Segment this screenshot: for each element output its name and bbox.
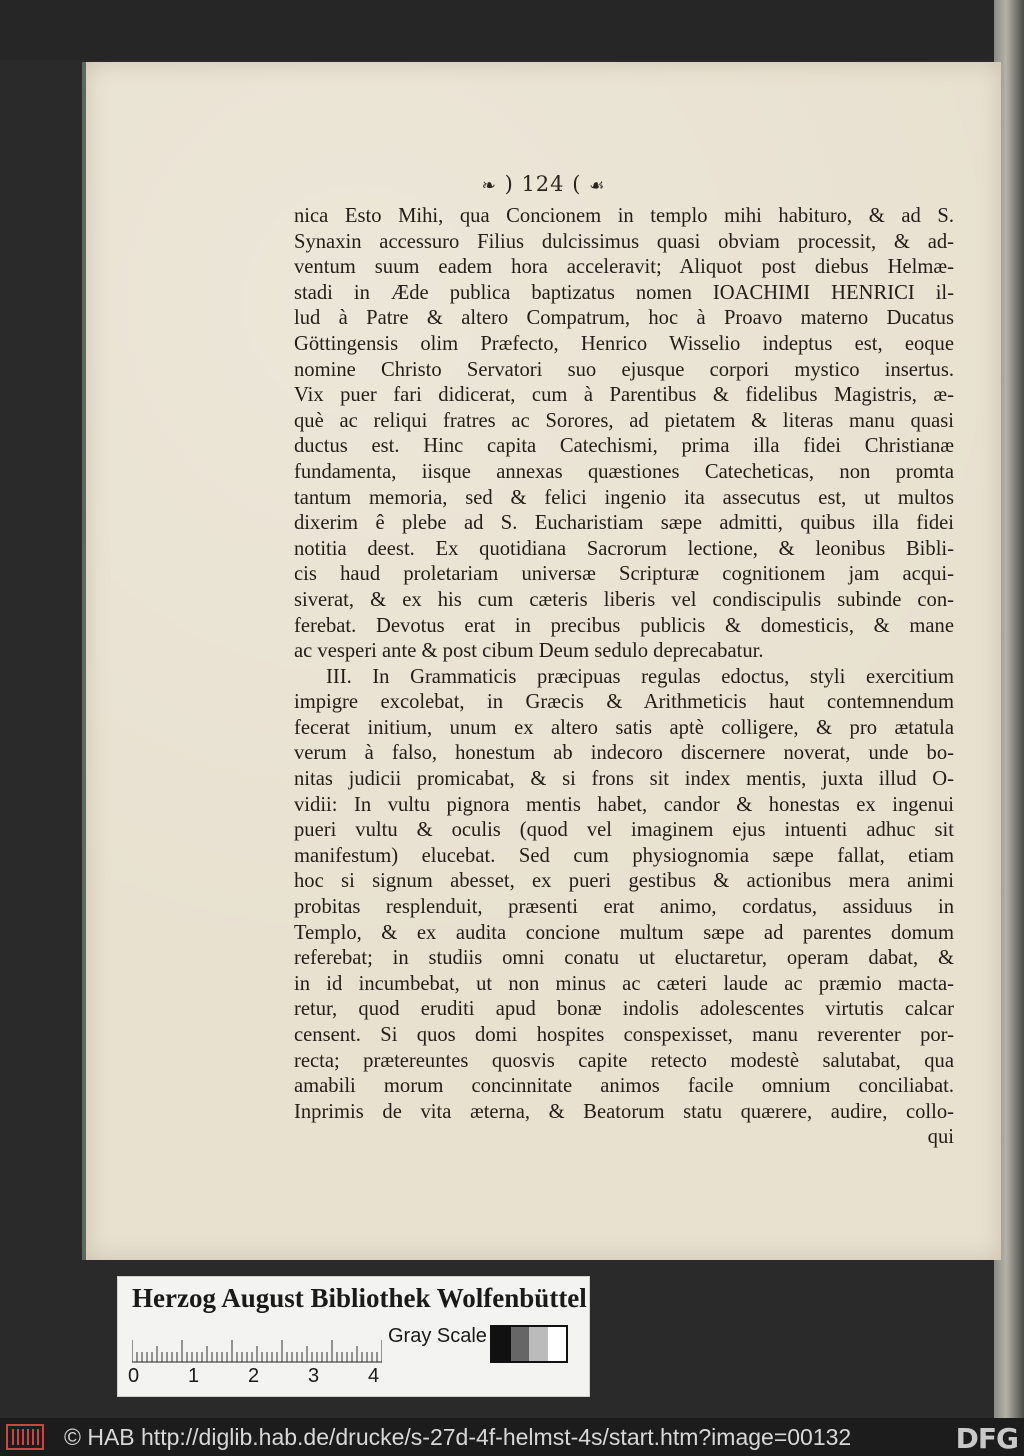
hab-logo-icon <box>6 1424 44 1450</box>
text-line: amabili morum concinnitate animos facile omnium conciliabat. <box>294 1075 954 1098</box>
footer-bar <box>0 1418 1024 1456</box>
ruler-number: 0 <box>128 1365 140 1387</box>
text-line: fundamenta, iisque annexas quæstiones Catecheticas, non promta <box>294 460 954 483</box>
text-line: tantum memoria, sed & felici ingenio ita assecutus est, ut multos <box>294 486 954 509</box>
ruler <box>132 1327 382 1363</box>
text-line: in id incumbebat, ut non minus ac cæteri laude ac præmio macta- <box>294 972 954 995</box>
text-line: cis haud proletariam universæ Scripturæ cognitionem jam acqui- <box>294 563 954 586</box>
scan-background <box>0 0 1024 60</box>
text-line: qui <box>927 1126 954 1149</box>
text-line: nitas judicii promicabat, & si frons sit index mentis, juxta illud O- <box>294 768 954 791</box>
gray-scale-label: Gray Scale <box>388 1325 487 1347</box>
library-label <box>117 1276 590 1397</box>
text-line: censent. Si quos domi hospites conspexisset, manu reverenter por- <box>294 1024 954 1046</box>
header-ornament-left: ❧ <box>481 176 497 196</box>
text-line: nomine Christo Servatori suo ejusque corpori mystico insertus. <box>294 358 954 381</box>
text-line: dixerim ê plebe ad S. Eucharistiam sæpe admitti, quibus illa fidei <box>294 512 954 535</box>
text-line: probitas resplenduit, præsenti erat animo, cordatus, assiduus in <box>294 896 954 919</box>
text-line: què ac reliqui fratres ac Sorores, ad pietatem & literas manu quasi <box>294 409 954 432</box>
book-page <box>82 62 1001 1260</box>
text-line: Inprimis de vita æterna, & Beatorum statu quærere, audire, collo- <box>294 1100 954 1123</box>
text-line: impigre excolebat, in Græcis & Arithmeticis haut contemnendum <box>294 691 954 714</box>
ruler-number: 1 <box>188 1365 200 1387</box>
text-line: verum à falso, honestum ab indecoro discernere noverat, unde bo- <box>294 742 954 765</box>
text-line: Göttingensis olim Præfecto, Henrico Wisselio indeptus est, eoque <box>294 332 954 355</box>
page-body-text <box>294 204 954 1151</box>
text-line: vidii: In vultu pignora mentis habet, candor & honestas ex ingenui <box>294 793 954 816</box>
text-line: ventum suum eadem hora acceleravit; Aliquot post diebus Helmæ- <box>294 256 954 279</box>
page-number: ) 124 ( <box>504 172 582 196</box>
text-line: siverat, & ex his cum cæteris liberis vel condiscipulis subinde con- <box>294 588 954 611</box>
source-url[interactable]: © HAB http://diglib.hab.de/drucke/s-27d-4f-helmst-4s/start.htm?image=00132 <box>64 1424 852 1450</box>
text-line: notitia deest. Ex quotidiana Sacrorum lectione, & leonibus Bibli- <box>294 537 954 560</box>
text-line: Templo, & ex audita concione multum sæpe ad parentes domum <box>294 921 954 944</box>
dfg-logo: DFG <box>955 1422 1018 1455</box>
text-line: retur, quod eruditi apud bonæ indolis adolescentes virtutis calcar <box>294 998 954 1021</box>
text-line: nica Esto Mihi, qua Concionem in templo mihi habituro, & ad S. <box>294 205 954 227</box>
header-ornament-right: ☙ <box>589 176 606 196</box>
text-line: hoc si signum abesset, ex pueri gestibus & actionibus mera animi <box>294 870 954 893</box>
text-line: ferebat. Devotus erat in precibus publicis & domesticis, & mane <box>294 614 954 637</box>
text-line: ac vesperi ante & post cibum Deum sedulo deprecabatur. <box>294 640 764 663</box>
text-line: Synaxin accessuro Filius dulcissimus quasi obviam processit, & ad- <box>294 230 954 253</box>
gray-scale-swatch <box>490 1325 568 1363</box>
library-name: Herzog August Bibliothek Wolfenbüttel <box>132 1283 587 1313</box>
text-line: ductus est. Hinc capita Catechismi, prima illa fidei Christianæ <box>294 435 954 458</box>
text-line: referebat; in studiis omni conatu ut eluctaretur, operam dabat, & <box>294 947 954 970</box>
ruler-number: 2 <box>248 1365 260 1387</box>
text-line: fecerat initium, unum ex altero satis aptè colligere, & pro ætatula <box>294 716 954 739</box>
page-header <box>86 172 1001 196</box>
text-line: lud à Patre & altero Compatrum, hoc à Proavo materno Ducatus <box>294 307 954 330</box>
text-line: pueri vultu & oculis (quod vel imaginem ejus intuenti adhuc sit <box>294 819 954 842</box>
ruler-number: 3 <box>308 1365 320 1387</box>
text-line: stadi in Æde publica baptizatus nomen IOACHIMI HENRICI il- <box>294 281 954 304</box>
text-line: manifestum) elucebat. Sed cum physiognomia sæpe fallat, etiam <box>294 844 954 867</box>
ruler-number: 4 <box>368 1365 380 1387</box>
text-line: Vix puer fari didicerat, cum à Parentibus & fidelibus Magistris, æ- <box>294 384 954 407</box>
text-line: recta; prætereuntes quosvis capite retecto modestè salutabat, qua <box>294 1049 954 1072</box>
text-line: III. In Grammaticis præcipuas regulas edoctus, styli exercitium <box>326 665 954 688</box>
